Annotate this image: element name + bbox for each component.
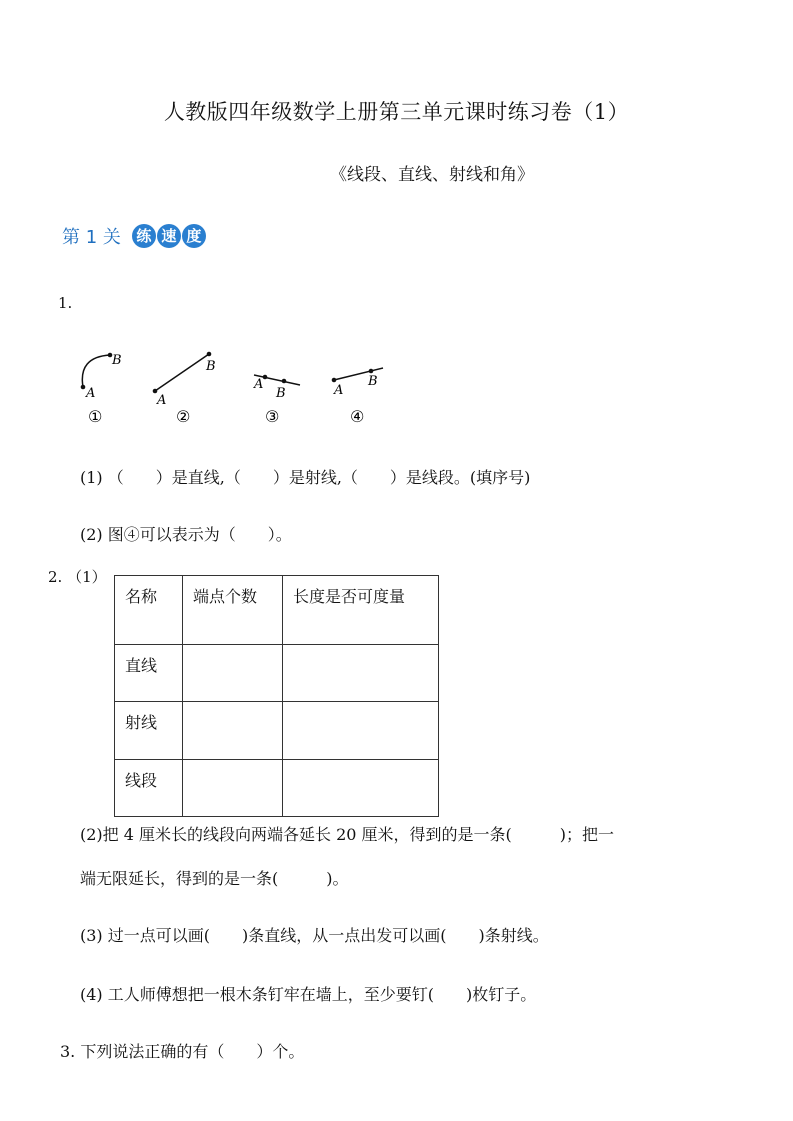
table-header-cell: 长度是否可度量 [283, 576, 439, 645]
question-2-number: 2. （1） [48, 568, 107, 586]
level-chips [131, 224, 206, 248]
table-header-cell: 名称 [115, 576, 183, 645]
figure-number: ② [176, 407, 191, 426]
table-cell: 射线 [115, 702, 183, 760]
question-1-part-1: (1) （ ）是直线,（ ）是射线,（ ）是线段。(填序号) [80, 468, 531, 487]
figure-number: ④ [350, 407, 365, 426]
figure-2-label-a: A [157, 393, 167, 408]
level-chip: 速 [157, 224, 181, 248]
figure-2-segment [155, 354, 209, 391]
table-row [115, 645, 439, 702]
figure-1-label-a: A [86, 386, 96, 401]
table-cell: 线段 [115, 760, 183, 817]
table-cell [183, 760, 283, 817]
question-3: 3. 下列说法正确的有（ ）个。 [60, 1042, 305, 1061]
question-2-part-2-line-1: (2)把 4 厘米长的线段向两端各延长 20 厘米，得到的是一条( )；把一 [80, 825, 615, 844]
figure-4-point-a [332, 378, 337, 383]
table-row [115, 702, 439, 760]
figure-2-label-b: B [206, 359, 216, 374]
level-chip: 练 [132, 224, 156, 248]
figure-4-label-a: A [334, 383, 344, 398]
page-subtitle: 《线段、直线、射线和角》 [330, 165, 534, 185]
table-cell [183, 645, 283, 702]
level-header [62, 223, 206, 249]
table-cell [283, 645, 439, 702]
figure-3-point-b [282, 379, 287, 384]
figure-3-label-a: A [254, 377, 264, 392]
question-2-part-3: (3) 过一点可以画( )条直线，从一点出发可以画( )条射线。 [80, 926, 549, 945]
table-cell: 直线 [115, 645, 183, 702]
table-header-cell: 端点个数 [183, 576, 283, 645]
level-label: 第 1 关 [62, 227, 121, 248]
figure-1-label-b: B [112, 353, 122, 368]
table-row [115, 760, 439, 817]
question-1-part-2: (2) 图④可以表示为（ ）。 [80, 525, 292, 544]
table-cell [283, 760, 439, 817]
page-title: 人教版四年级数学上册第三单元课时练习卷（1） [163, 100, 630, 124]
table-cell [183, 702, 283, 760]
figure-1-curve [82, 355, 110, 387]
question-2-part-4: (4) 工人师傅想把一根木条钉牢在墙上，至少要钉( )枚钉子。 [80, 985, 537, 1004]
question-1-number: 1. [58, 294, 73, 312]
figure-4-point-b [369, 369, 374, 374]
figure-2-point-b [207, 352, 212, 357]
figure-1-point-a [81, 385, 86, 390]
q2-table [114, 575, 439, 817]
table-cell [283, 702, 439, 760]
level-chip: 度 [182, 224, 206, 248]
figure-3-label-b: B [276, 386, 286, 401]
question-2-part-2-line-2: 端无限延长，得到的是一条( )。 [80, 869, 349, 888]
figure-4-label-b: B [368, 374, 378, 389]
figure-number: ③ [265, 407, 280, 426]
table-header-row [115, 576, 439, 645]
figure-number: ① [88, 407, 103, 426]
q1-figures [70, 345, 400, 430]
